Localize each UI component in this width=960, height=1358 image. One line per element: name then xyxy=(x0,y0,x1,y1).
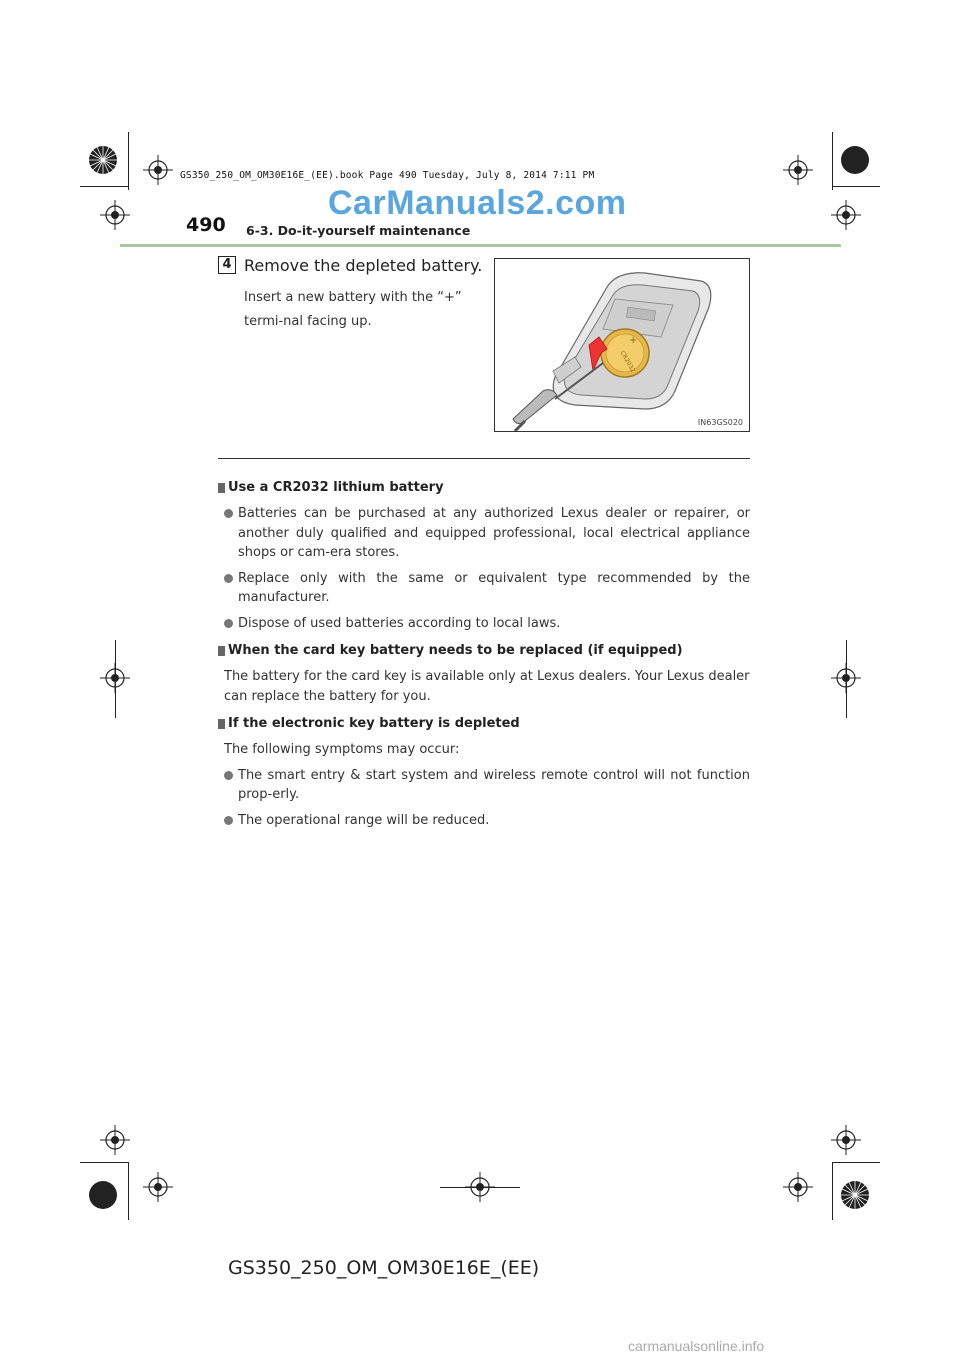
step-title: Remove the depleted battery. xyxy=(244,256,483,275)
book-header: GS350_250_OM_OM30E16E_(EE).book Page 490 Tuesday, July 8, 2014 7:11 PM xyxy=(180,170,595,181)
crop-line xyxy=(832,1162,880,1163)
crosshair-target-icon xyxy=(783,1172,813,1202)
key-fob-drawing xyxy=(495,259,749,431)
notes-section xyxy=(218,470,750,830)
registration-dot-icon xyxy=(88,1180,118,1210)
bottom-watermark: carmanualsonline.info xyxy=(628,1338,765,1354)
crop-line xyxy=(80,1162,128,1163)
registration-starburst-icon xyxy=(840,1180,870,1210)
note-heading: If the electronic key battery is depleted xyxy=(218,714,750,734)
section-title: 6-3. Do-it-yourself maintenance xyxy=(246,223,471,238)
battery-label: CR2032 xyxy=(618,349,637,374)
crop-line xyxy=(440,1187,520,1188)
registration-starburst-icon xyxy=(88,145,118,175)
note-heading: Use a CR2032 lithium battery xyxy=(218,478,750,498)
note-bullet: Dispose of used batteries according to local laws. xyxy=(218,614,750,634)
step-number: 4 xyxy=(218,256,236,274)
crop-line xyxy=(128,132,129,190)
note-bullet: Batteries can be purchased at any authorized Lexus dealer or repairer, or another duly qualified and equipped professional, local electrical appliance shops or cam-era stores. xyxy=(218,504,750,563)
crop-line xyxy=(832,186,880,187)
note-bullet: Replace only with the same or equivalent type recommended by the manufacturer. xyxy=(218,569,750,608)
crop-line xyxy=(846,640,847,718)
crosshair-target-icon xyxy=(831,1125,861,1155)
crop-line xyxy=(832,1162,833,1220)
section-divider xyxy=(218,458,750,459)
key-battery-illustration xyxy=(494,258,750,432)
page-number: 490 xyxy=(186,214,226,236)
step-description: Insert a new battery with the “+” termi-nal facing up. xyxy=(244,290,462,329)
note-heading: When the card key battery needs to be replaced (if equipped) xyxy=(218,641,750,661)
figure-code: IN63GS020 xyxy=(697,418,743,427)
watermark: CarManuals2.com xyxy=(328,184,627,222)
crop-line xyxy=(832,132,833,190)
crop-line xyxy=(115,640,116,718)
note-paragraph: The battery for the card key is available only at Lexus dealers. Your Lexus dealer can replace the battery for you. xyxy=(224,669,750,704)
crosshair-target-icon xyxy=(100,200,130,230)
crosshair-target-icon xyxy=(100,1125,130,1155)
crosshair-target-icon xyxy=(143,155,173,185)
crosshair-target-icon xyxy=(143,1172,173,1202)
crosshair-target-icon xyxy=(783,155,813,185)
crosshair-target-icon xyxy=(831,200,861,230)
footer-code: GS350_250_OM_OM30E16E_(EE) xyxy=(228,1257,540,1279)
note-bullet: The operational range will be reduced. xyxy=(218,811,750,831)
note-bullet: The smart entry & start system and wireless remote control will not function prop-erly. xyxy=(218,766,750,805)
registration-dot-icon xyxy=(840,145,870,175)
svg-text:+: + xyxy=(629,335,638,346)
crop-line xyxy=(80,186,128,187)
header-rule xyxy=(120,244,841,247)
note-paragraph: The following symptoms may occur: xyxy=(224,742,460,757)
crop-line xyxy=(128,1162,129,1220)
